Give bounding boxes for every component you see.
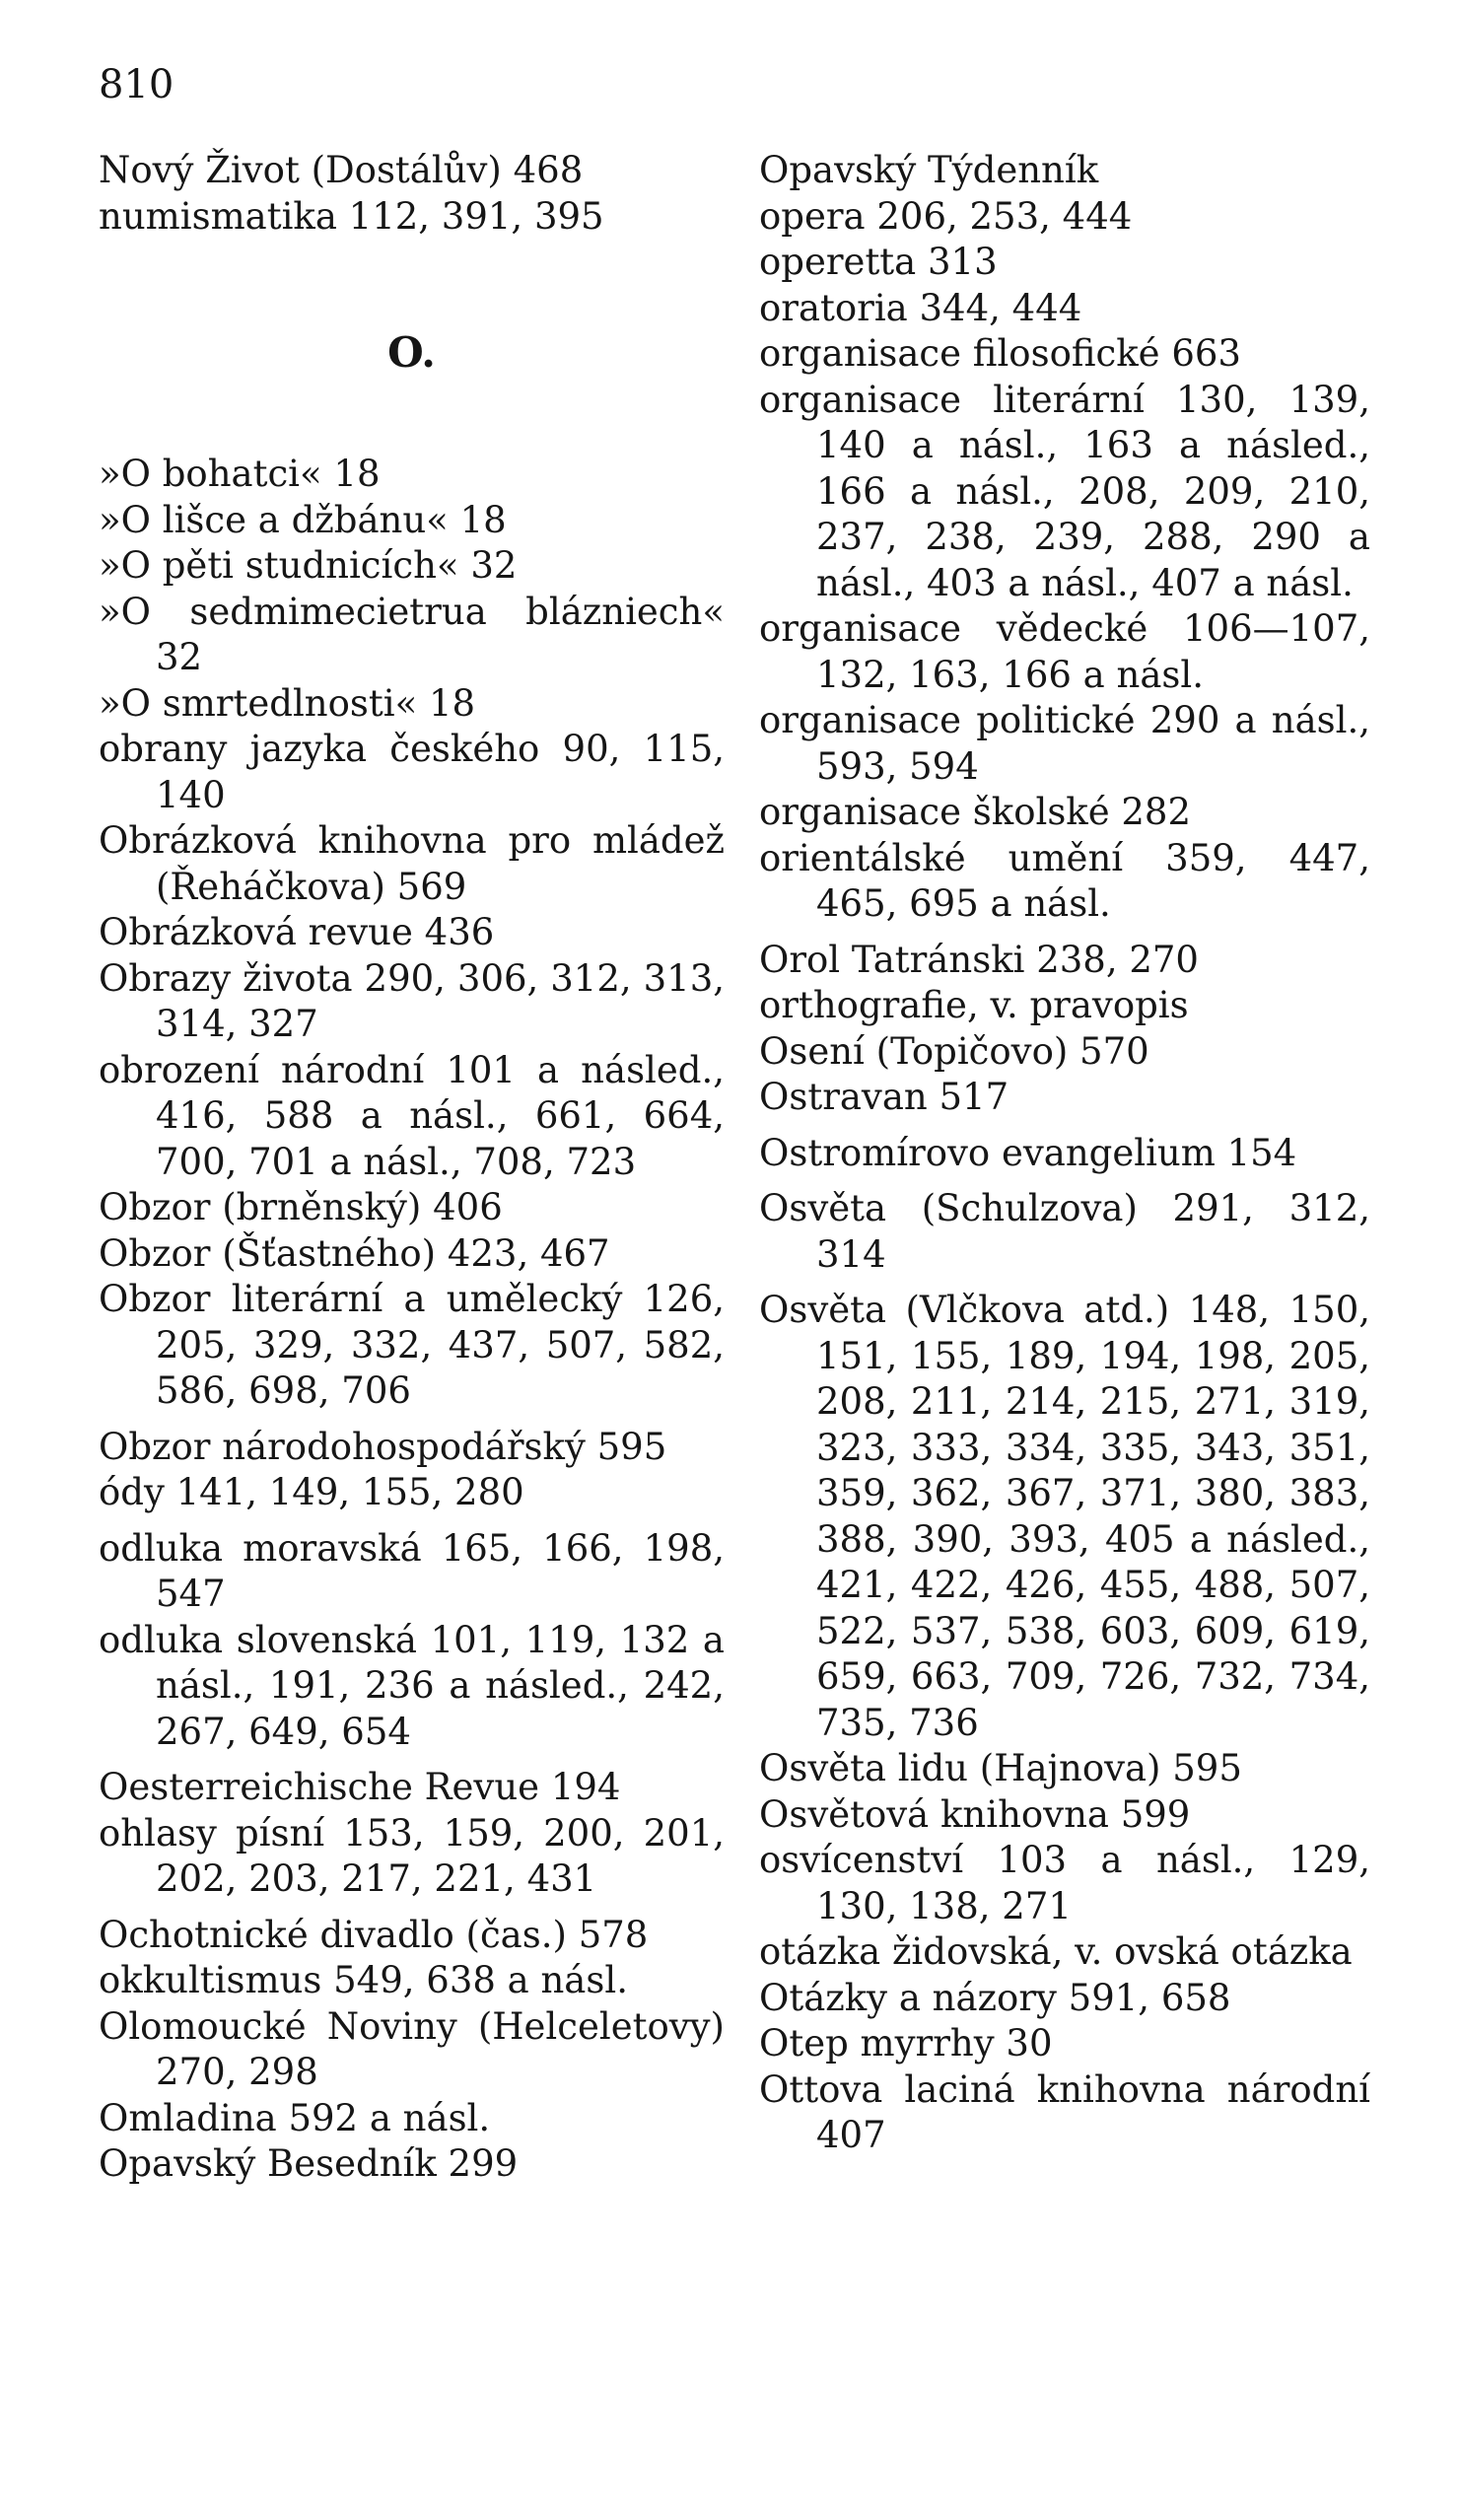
index-entry: Ochotnické divadlo (čas.) 578 (99, 1913, 649, 1956)
index-entry: Olomoucké Noviny (Helceletovy) 270, 298 (99, 2004, 725, 2093)
index-entry: »O smrtedlnosti« 18 (99, 681, 476, 725)
index-entry: orientálské umění 359, 447, 465, 695 a násl. (759, 836, 1370, 925)
index-entry: Otep myrrhy 30 (759, 2022, 1053, 2065)
index-entry: Obrázková revue 436 (99, 911, 495, 953)
index-entry: opera 206, 253, 444 (759, 194, 1133, 238)
index-entry: Osvěta (Vlčkova atd.) 148, 150, 151, 155, 189, 194, 198, 205, 208, 211, 214, 215, 271, 319, 323, 333, 334, 335, 343, 351, 359, 362, 367, 371, 380, 383, 388, 390, 393, 405 a násled., 421, 422, 426, 455, 488, 507, 522, 537, 538, 603, 609, 619, 659, 663, 709, 726, 732, 734, 735, 736 (759, 1289, 1370, 1744)
index-entry: »O pěti studnicích« 32 (99, 544, 518, 587)
index-entry: Otázky a názory 591, 658 (759, 1976, 1231, 2019)
index-entry: Osvětová knihovna 599 (759, 1792, 1191, 1836)
index-entry: Orol Tatránski 238, 270 (759, 938, 1199, 981)
right-column (759, 148, 1370, 2159)
index-entry: Obrazy života 290, 306, 312, 313, 314, 327 (99, 956, 725, 1045)
index-entry: numismatika 112, 391, 395 (99, 194, 604, 238)
index-entry: Opavský Týdenník (759, 149, 1099, 191)
index-entry: Obzor (Šťastného) 423, 467 (99, 1231, 610, 1275)
index-entry: Obzor (brněnský) 406 (99, 1186, 503, 1228)
index-entry: oratoria 344, 444 (759, 286, 1082, 329)
index-entry: Omladina 592 a násl. (99, 2096, 491, 2139)
index-entry: »O sedmimecietrua blázniech« 32 (99, 590, 725, 678)
index-entry: Osvěta (Schulzova) 291, 312, 314 (759, 1187, 1370, 1276)
index-entry: Ottova laciná knihovna národní 407 (759, 2067, 1370, 2156)
index-entry: ódy 141, 149, 155, 280 (99, 1471, 524, 1513)
index-entry: operetta 313 (759, 241, 998, 283)
index-entry: osvícenství 103 a násl., 129, 130, 138, 271 (759, 1839, 1370, 1927)
index-entry: Nový Život (Dostálův) 468 (99, 149, 584, 191)
index-entry: obrany jazyka českého 90, 115, 140 (99, 728, 725, 816)
left-column (99, 148, 725, 2188)
section-letter-heading: O. (387, 328, 436, 377)
index-entry: organisace literární 130, 139, 140 a násl., 163 a násled., 166 a násl., 208, 209, 210, 237, 238, 239, 288, 290 a násl., 403 a násl., 407 a násl. (759, 378, 1370, 604)
index-entry: »O bohatci« 18 (99, 453, 381, 495)
page-number: 810 (99, 62, 174, 107)
index-entry: organisace školské 282 (759, 791, 1192, 833)
index-entry: organisace vědecké 106—107, 132, 163, 166 a násl. (759, 607, 1370, 696)
index-entry: odluka moravská 165, 166, 198, 547 (99, 1526, 725, 1615)
index-entry: Osvěta lidu (Hajnova) 595 (759, 1747, 1242, 1789)
index-entry: Osení (Topičovo) 570 (759, 1029, 1149, 1073)
index-entry: Opavský Besedník 299 (99, 2142, 519, 2185)
index-entry: odluka slovenská 101, 119, 132 a násl., 191, 236 a násled., 242, 267, 649, 654 (99, 1618, 725, 1753)
index-entry: Oesterreichische Revue 194 (99, 1766, 621, 1808)
index-entry: Obrázková knihovna pro mládež (Řeháčkova) 569 (99, 819, 725, 908)
index-entry: okkultismus 549, 638 a násl. (99, 1959, 628, 2001)
index-entry: Ostravan 517 (759, 1076, 1009, 1118)
index-entry: orthografie, v. pravopis (759, 984, 1189, 1026)
index-entry: organisace politické 290 a násl., 593, 594 (759, 699, 1370, 788)
index-entry: Obzor národohospodářský 595 (99, 1425, 667, 1468)
index-entry: Ostromírovo evangelium 154 (759, 1131, 1297, 1174)
index-entry: obrození národní 101 a násled., 416, 588 a násl., 661, 664, 700, 701 a násl., 708, 723 (99, 1048, 725, 1183)
index-entry: ohlasy písní 153, 159, 200, 201, 202, 203, 217, 221, 431 (99, 1811, 725, 1900)
index-entry: organisace filosofické 663 (759, 332, 1241, 375)
index-entry: »O lišce a džbánu« 18 (99, 498, 507, 541)
index-entry: Obzor literární a umělecký 126, 205, 329, 332, 437, 507, 582, 586, 698, 706 (99, 1278, 725, 1412)
index-entry: otázka židovská, v. ovská otázka (759, 1930, 1353, 1973)
